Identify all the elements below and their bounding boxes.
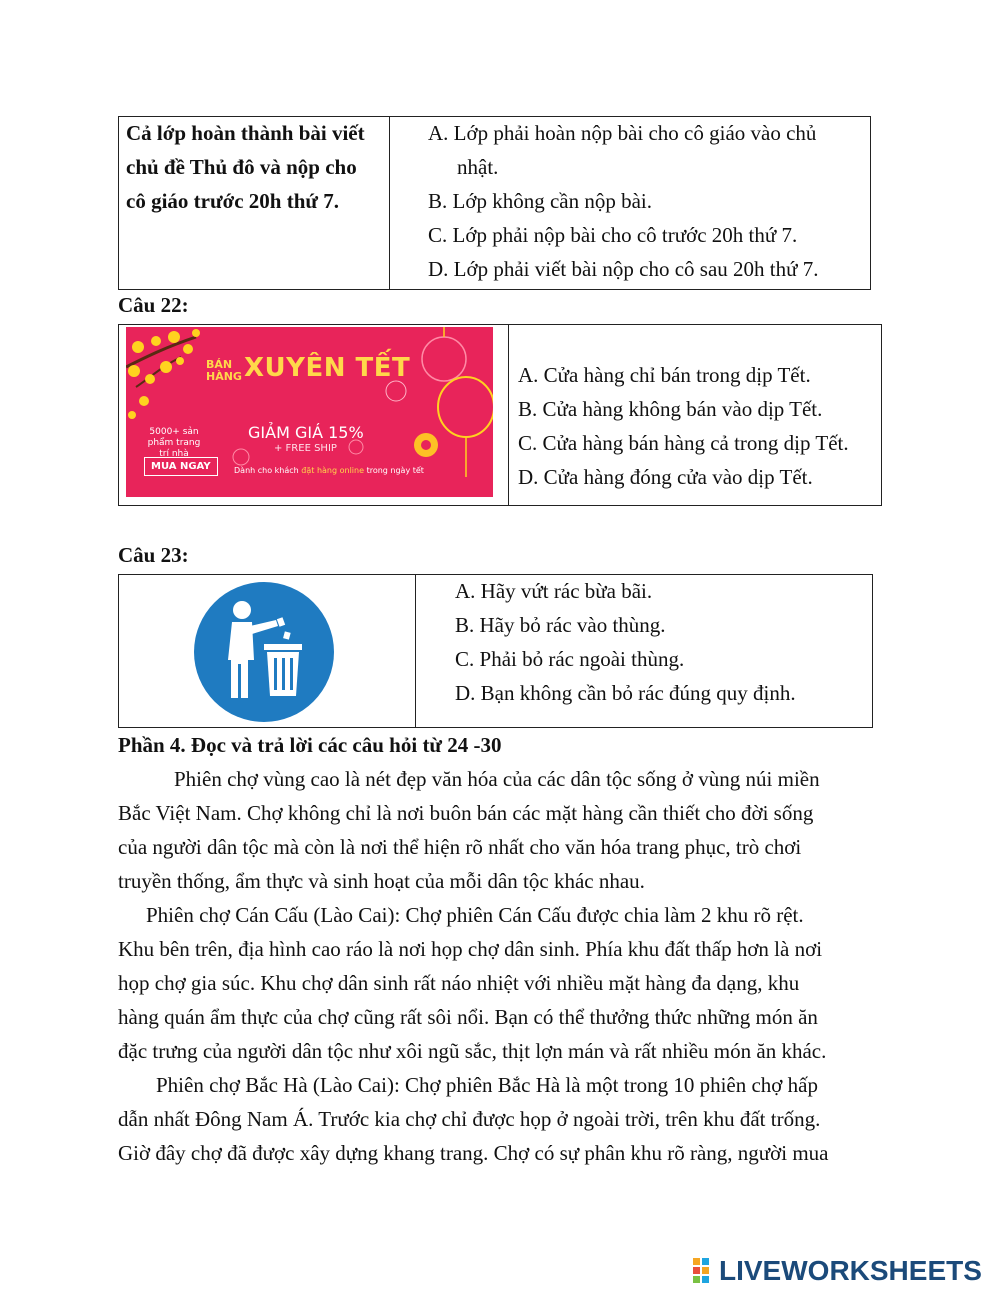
passage-line: Phiên chợ Bắc Hà (Lào Cai): Chợ phiên Bắc Hà là một trong 10 phiên chợ hấp: [156, 1073, 818, 1097]
q21-option-d[interactable]: D. Lớp phải viết bài nộp cho cô sau 20h thứ 7.: [428, 257, 819, 281]
passage-line: Phiên chợ vùng cao là nét đẹp văn hóa của các dân tộc sống ở vùng núi miền: [174, 767, 820, 791]
q21-statement-line: Cả lớp hoàn thành bài viết: [126, 121, 365, 145]
liveworksheets-logo: LIVEWORKSHEETS: [693, 1255, 982, 1287]
passage-line: truyền thống, ẩm thực và sinh hoạt của mỗi dân tộc khác nhau.: [118, 869, 645, 893]
q21-statement-line: chủ đề Thủ đô và nộp cho: [126, 155, 357, 179]
q22-label: Câu 22:: [118, 293, 189, 317]
part4-heading: Phần 4. Đọc và trả lời các câu hỏi từ 24 -30: [118, 733, 502, 757]
q23-option-d[interactable]: D. Bạn không cần bỏ rác đúng quy định.: [455, 681, 796, 705]
table-divider: [508, 324, 509, 506]
passage-line: Phiên chợ Cán Cấu (Lào Cai): Chợ phiên Cán Cấu được chia làm 2 khu rõ rệt.: [146, 903, 804, 927]
q22-option-b[interactable]: B. Cửa hàng không bán vào dịp Tết.: [518, 397, 823, 421]
q22-option-d[interactable]: D. Cửa hàng đóng cửa vào dịp Tết.: [518, 465, 813, 489]
passage-line: của người dân tộc mà còn là nơi thể hiện rõ nhất cho văn hóa trang phục, trò chơi: [118, 835, 802, 859]
passage-line: hàng quán ẩm thực của chợ cũng rất sôi nổi. Bạn có thể thưởng thức những món ăn: [118, 1005, 818, 1029]
logo-blocks-icon: [693, 1258, 717, 1284]
passage-line: Bắc Việt Nam. Chợ không chỉ là nơi buôn bán các mặt hàng cần thiết cho đời sống: [118, 801, 814, 825]
q21-option-b[interactable]: B. Lớp không cần nộp bài.: [428, 189, 652, 213]
q23-option-b[interactable]: B. Hãy bỏ rác vào thùng.: [455, 613, 666, 637]
sale-banner-image: BÁN HÀNG XUYÊN TẾT GIẢM GIÁ 15% + FREE SHIP 5000+ sản phẩm trang trí nhà MUA NGAY Dành cho khách đặt hàng online trong ngày tết: [126, 327, 493, 497]
trash-bin-sign-icon: [192, 580, 336, 724]
q22-option-c[interactable]: C. Cửa hàng bán hàng cả trong dịp Tết.: [518, 431, 849, 455]
passage-line: đặc trưng của người dân tộc như xôi ngũ sắc, thịt lợn mán và rất nhiều món ăn khác.: [118, 1039, 827, 1063]
q21-option-c[interactable]: C. Lớp phải nộp bài cho cô trước 20h thứ 7.: [428, 223, 798, 247]
table-divider: [415, 574, 416, 728]
passage-line: Giờ đây chợ đã được xây dựng khang trang. Chợ có sự phân khu rõ ràng, người mua: [118, 1141, 829, 1165]
q22-option-a[interactable]: A. Cửa hàng chỉ bán trong dịp Tết.: [518, 363, 811, 387]
passage-line: họp chợ gia súc. Khu chợ dân sinh rất náo nhiệt với nhiều mặt hàng đa dạng, khu: [118, 971, 800, 995]
q21-option-a-cont: nhật.: [457, 155, 499, 179]
q21-statement-line: cô giáo trước 20h thứ 7.: [126, 189, 339, 213]
q23-option-a[interactable]: A. Hãy vứt rác bừa bãi.: [455, 579, 653, 603]
passage-line: Khu bên trên, địa hình cao ráo là nơi họp chợ dân sinh. Phía khu đất thấp hơn là nơi: [118, 937, 823, 961]
q21-option-a[interactable]: A. Lớp phải hoàn nộp bài cho cô giáo vào chủ: [428, 121, 817, 145]
passage-line: dẫn nhất Đông Nam Á. Trước kia chợ chỉ được họp ở ngoài trời, trên khu đất trống.: [118, 1107, 821, 1131]
q23-option-c[interactable]: C. Phải bỏ rác ngoài thùng.: [455, 647, 685, 671]
q23-label: Câu 23:: [118, 543, 189, 567]
table-divider: [389, 116, 390, 290]
